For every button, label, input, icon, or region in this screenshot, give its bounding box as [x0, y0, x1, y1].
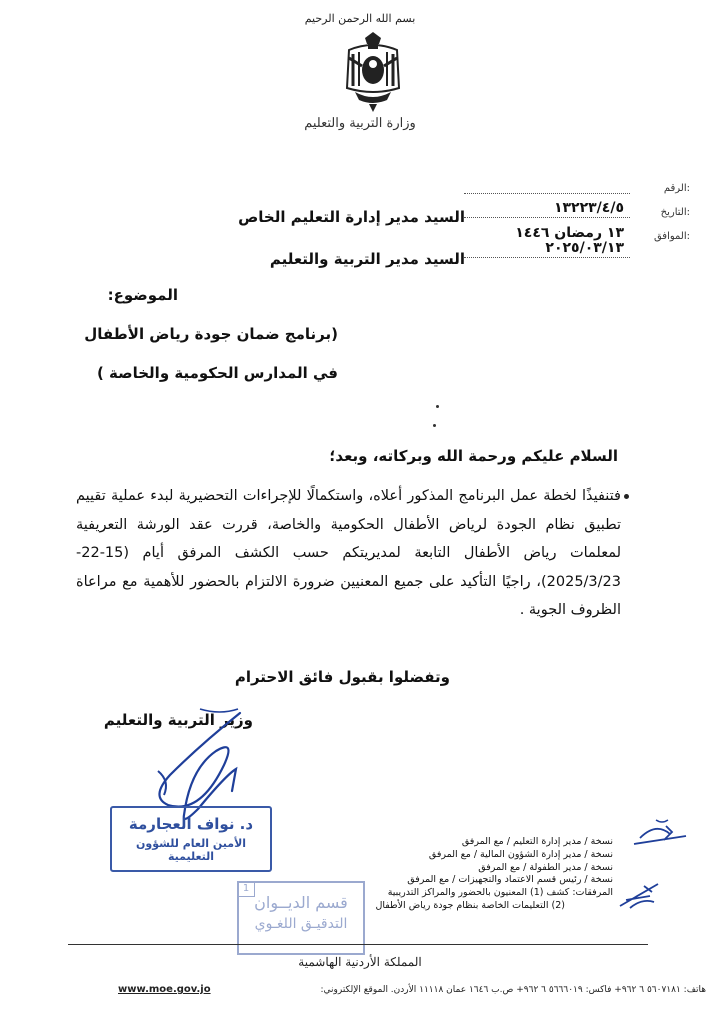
- kingdom-name: المملكة الأردنية الهاشمية: [298, 955, 422, 969]
- subject-line-1: (برنامج ضمان جودة رياض الأطفال: [84, 325, 338, 343]
- body-paragraph: فتنفيذًا لخطة عمل البرنامج المذكور أعلاه، واستكمالًا للإجراءات التحضيرية لبدء عملية تقييم تطبيق نظام الجودة لرياض الأطفال الحكومية والخاصة، قررت عقد الورشة التعريفية لمعلمات رياض الأطفال التابعة لمديريتكم حسب الكشف المرفق أيام (15-22-2025/3/23)، راجيًا التأكيد على جميع المعنيين ضرورة الالتزام بالحضور للأهمية مع مراعاة الظروف الجوية .: [76, 488, 621, 619]
- footer-contact: [118, 984, 706, 995]
- copies-list: [273, 836, 613, 913]
- number-field: [464, 179, 630, 194]
- closing-line: وتفضلوا بقبول فائق الاحترام: [234, 668, 450, 686]
- coat-of-arms-icon: [335, 30, 411, 114]
- reference-number: ١٣٢٢٣/٤/٥: [553, 200, 624, 216]
- bullet-icon: [624, 494, 629, 499]
- footer-divider: [68, 944, 648, 945]
- contact-details: هاتف: ٥٦٠٧١٨١ ٦ ٩٦٢+ فاكس: ٥٦٦٦٠١٩ ٦ ٩٦٢+ ص.ب ١٦٤٦ عمان ١١١١٨ الأردن. الموقع الإلكتروني:: [320, 984, 706, 995]
- hijri-date: ١٣ رمضان ١٤٤٦: [515, 225, 624, 241]
- copy-line: نسخة / مدير إدارة التعليم / مع المرفق: [461, 836, 613, 847]
- stamp-number: 1: [237, 881, 255, 897]
- addressee-1: السيد مدير إدارة التعليم الخاص: [238, 208, 465, 226]
- date-field: [464, 200, 630, 218]
- website-link[interactable]: www.moe.gov.jo: [118, 984, 211, 995]
- copy-line: نسخة / رئيس قسم الاعتماد والتجهيزات / مع المرفق: [407, 874, 613, 886]
- stamp-dept-line-1: قسم الديــوان: [254, 893, 348, 912]
- copy-line: نسخة / مدير إدارة الشؤون المالية / مع المرفق: [428, 848, 613, 860]
- copy-line: نسخة / مدير الطفولة / مع المرفق: [478, 861, 613, 873]
- date-label: التاريخ:: [660, 207, 690, 218]
- basmala: بسم الله الرحمن الرحيم: [304, 12, 416, 25]
- signatory-title: وزير التربية والتعليم: [103, 711, 253, 729]
- stamp-dept-line-2: التدقيـق اللغـوي: [254, 916, 348, 932]
- gregorian-field: [464, 240, 630, 258]
- number-label: الرقم:: [663, 183, 690, 194]
- subject-line-2: في المدارس الحكومية والخاصة ): [96, 364, 338, 382]
- greeting: السلام عليكم ورحمة الله وبركاته، وبعد؛: [329, 447, 618, 465]
- attachments-line: (2) التعليمات الخاصة بنظام جودة رياض الأطفال: [375, 899, 565, 911]
- addressee-2: السيد مدير التربية والتعليم: [269, 250, 465, 268]
- gregorian-date: ٢٠٢٥/٠٣/١٣: [545, 240, 624, 256]
- stray-dot: [433, 424, 436, 427]
- ministry-name: وزارة التربية والتعليم: [304, 116, 416, 131]
- official-name-stamp: [110, 806, 272, 872]
- stamp-official-name: د. نواف العجارمة: [128, 815, 254, 833]
- attachments-line: المرفقات: كشف (1) المعنيون بالحضور والمراكز التدريبية: [387, 887, 613, 899]
- corresponding-label: الموافق:: [653, 231, 690, 242]
- subject-label: الموضوع:: [107, 286, 178, 304]
- reference-block: [460, 170, 690, 258]
- stamp-official-title: الأمين العام للشؤون التعليمية: [135, 837, 247, 863]
- stray-dot: [436, 405, 439, 408]
- initials-icon: [626, 818, 694, 852]
- initials-icon: [614, 878, 664, 912]
